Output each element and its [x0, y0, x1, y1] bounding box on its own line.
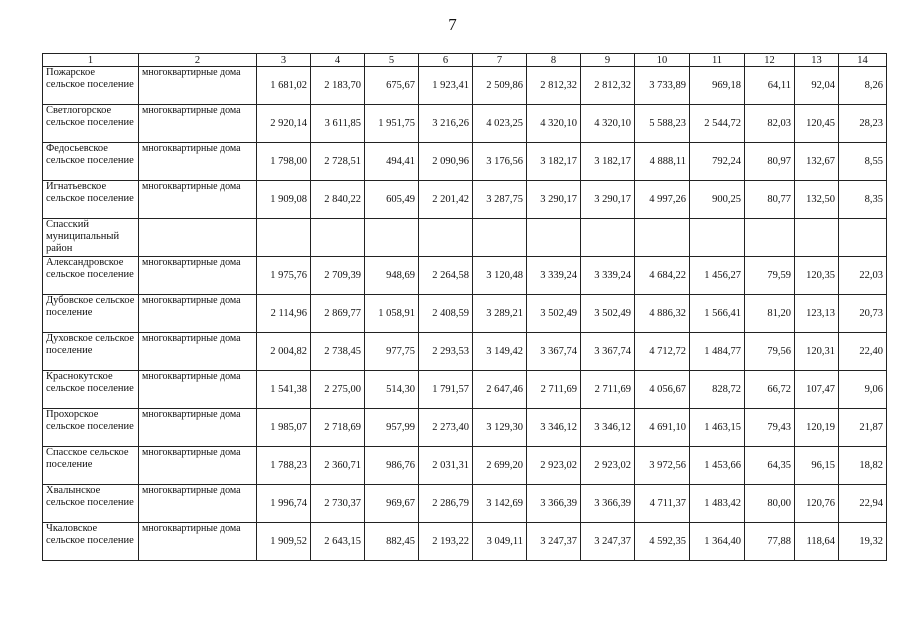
value-cell-col-6: 3 216,26 — [419, 105, 473, 143]
value-cell-col-9: 3 367,74 — [581, 333, 635, 371]
value-cell-col-5: 1 058,91 — [365, 295, 419, 333]
settlement-name: Спасский муниципальный район — [43, 219, 139, 257]
value-cell-col-6: 2 273,40 — [419, 409, 473, 447]
tariff-table — [42, 53, 887, 561]
value-cell-col-13: 123,13 — [795, 295, 839, 333]
value-cell-col-14: 28,23 — [839, 105, 887, 143]
value-cell-col-7: 3 287,75 — [473, 181, 527, 219]
value-cell-col-9: 3 346,12 — [581, 409, 635, 447]
value-cell-col-10: 4 711,37 — [635, 485, 690, 523]
value-cell-col-9: 2 923,02 — [581, 447, 635, 485]
value-cell-col-4: 3 611,85 — [311, 105, 365, 143]
value-cell-col-7: 3 049,11 — [473, 523, 527, 561]
housing-type: многоквартирные дома — [139, 181, 257, 219]
value-cell-col-6 — [419, 219, 473, 257]
column-header-1: 1 — [43, 54, 139, 67]
value-cell-col-9: 2 812,32 — [581, 67, 635, 105]
column-header-13: 13 — [795, 54, 839, 67]
value-cell-col-9: 3 366,39 — [581, 485, 635, 523]
value-cell-col-12: 79,59 — [745, 257, 795, 295]
value-cell-col-9: 3 182,17 — [581, 143, 635, 181]
value-cell-col-5: 675,67 — [365, 67, 419, 105]
value-cell-col-8: 3 366,39 — [527, 485, 581, 523]
value-cell-col-11 — [690, 219, 745, 257]
value-cell-col-6: 1 923,41 — [419, 67, 473, 105]
value-cell-col-5: 977,75 — [365, 333, 419, 371]
value-cell-col-9 — [581, 219, 635, 257]
value-cell-col-13: 120,35 — [795, 257, 839, 295]
value-cell-col-14: 22,94 — [839, 485, 887, 523]
value-cell-col-8: 2 711,69 — [527, 371, 581, 409]
table-row — [43, 371, 887, 409]
value-cell-col-11: 900,25 — [690, 181, 745, 219]
value-cell-col-4: 2 840,22 — [311, 181, 365, 219]
value-cell-col-10: 3 972,56 — [635, 447, 690, 485]
value-cell-col-6: 2 201,42 — [419, 181, 473, 219]
value-cell-col-11: 969,18 — [690, 67, 745, 105]
column-header-4: 4 — [311, 54, 365, 67]
value-cell-col-10: 4 691,10 — [635, 409, 690, 447]
table-row — [43, 409, 887, 447]
table-body — [43, 67, 887, 561]
housing-type: многоквартирные дома — [139, 485, 257, 523]
value-cell-col-7: 3 149,42 — [473, 333, 527, 371]
value-cell-col-4: 2 738,45 — [311, 333, 365, 371]
value-cell-col-14: 19,32 — [839, 523, 887, 561]
value-cell-col-14: 22,40 — [839, 333, 887, 371]
value-cell-col-9: 3 290,17 — [581, 181, 635, 219]
value-cell-col-6: 2 193,22 — [419, 523, 473, 561]
housing-type: многоквартирные дома — [139, 333, 257, 371]
column-header-9: 9 — [581, 54, 635, 67]
settlement-name: Чкаловское сельское поселение — [43, 523, 139, 561]
column-header-7: 7 — [473, 54, 527, 67]
value-cell-col-14: 18,82 — [839, 447, 887, 485]
housing-type: многоквартирные дома — [139, 447, 257, 485]
value-cell-col-7: 3 289,21 — [473, 295, 527, 333]
value-cell-col-8: 3 247,37 — [527, 523, 581, 561]
value-cell-col-10: 4 712,72 — [635, 333, 690, 371]
value-cell-col-5: 957,99 — [365, 409, 419, 447]
value-cell-col-11: 1 456,27 — [690, 257, 745, 295]
column-header-12: 12 — [745, 54, 795, 67]
value-cell-col-13: 120,45 — [795, 105, 839, 143]
value-cell-col-8: 2 923,02 — [527, 447, 581, 485]
value-cell-col-11: 1 453,66 — [690, 447, 745, 485]
value-cell-col-12: 81,20 — [745, 295, 795, 333]
table-row — [43, 447, 887, 485]
column-header-10: 10 — [635, 54, 690, 67]
value-cell-col-14: 9,06 — [839, 371, 887, 409]
value-cell-col-3: 1 975,76 — [257, 257, 311, 295]
settlement-name: Духовское сельское поселение — [43, 333, 139, 371]
value-cell-col-3: 2 114,96 — [257, 295, 311, 333]
value-cell-col-14: 22,03 — [839, 257, 887, 295]
value-cell-col-10: 4 888,11 — [635, 143, 690, 181]
value-cell-col-3: 2 920,14 — [257, 105, 311, 143]
column-header-14: 14 — [839, 54, 887, 67]
value-cell-col-8: 3 367,74 — [527, 333, 581, 371]
value-cell-col-11: 1 483,42 — [690, 485, 745, 523]
value-cell-col-12 — [745, 219, 795, 257]
value-cell-col-3: 2 004,82 — [257, 333, 311, 371]
value-cell-col-5: 986,76 — [365, 447, 419, 485]
value-cell-col-13: 96,15 — [795, 447, 839, 485]
value-cell-col-13: 120,19 — [795, 409, 839, 447]
value-cell-col-6: 2 293,53 — [419, 333, 473, 371]
value-cell-col-12: 79,43 — [745, 409, 795, 447]
value-cell-col-7: 4 023,25 — [473, 105, 527, 143]
value-cell-col-10: 4 886,32 — [635, 295, 690, 333]
table-row — [43, 105, 887, 143]
table-row — [43, 485, 887, 523]
value-cell-col-12: 64,11 — [745, 67, 795, 105]
value-cell-col-13 — [795, 219, 839, 257]
value-cell-col-3: 1 788,23 — [257, 447, 311, 485]
housing-type: многоквартирные дома — [139, 67, 257, 105]
value-cell-col-3: 1 909,08 — [257, 181, 311, 219]
housing-type: многоквартирные дома — [139, 371, 257, 409]
value-cell-col-10: 3 733,89 — [635, 67, 690, 105]
value-cell-col-5: 514,30 — [365, 371, 419, 409]
housing-type: многоквартирные дома — [139, 257, 257, 295]
value-cell-col-3: 1 996,74 — [257, 485, 311, 523]
column-header-2: 2 — [139, 54, 257, 67]
value-cell-col-4: 2 709,39 — [311, 257, 365, 295]
value-cell-col-5: 948,69 — [365, 257, 419, 295]
value-cell-col-9: 2 711,69 — [581, 371, 635, 409]
value-cell-col-4: 2 869,77 — [311, 295, 365, 333]
value-cell-col-6: 1 791,57 — [419, 371, 473, 409]
value-cell-col-12: 79,56 — [745, 333, 795, 371]
page-number: 7 — [448, 15, 457, 34]
value-cell-col-14: 8,35 — [839, 181, 887, 219]
value-cell-col-10: 4 997,26 — [635, 181, 690, 219]
settlement-name: Спасское сельское поселение — [43, 447, 139, 485]
value-cell-col-5: 1 951,75 — [365, 105, 419, 143]
value-cell-col-8: 3 346,12 — [527, 409, 581, 447]
value-cell-col-8: 4 320,10 — [527, 105, 581, 143]
table-row — [43, 523, 887, 561]
value-cell-col-13: 132,67 — [795, 143, 839, 181]
value-cell-col-7: 3 176,56 — [473, 143, 527, 181]
housing-type: многоквартирные дома — [139, 143, 257, 181]
value-cell-col-3: 1 541,38 — [257, 371, 311, 409]
value-cell-col-9: 3 247,37 — [581, 523, 635, 561]
value-cell-col-11: 1 364,40 — [690, 523, 745, 561]
value-cell-col-6: 2 408,59 — [419, 295, 473, 333]
settlement-name: Федосьевское сельское поселение — [43, 143, 139, 181]
settlement-name: Пожарское сельское поселение — [43, 67, 139, 105]
value-cell-col-14: 8,26 — [839, 67, 887, 105]
value-cell-col-4: 2 718,69 — [311, 409, 365, 447]
value-cell-col-11: 828,72 — [690, 371, 745, 409]
header-row — [43, 54, 887, 67]
housing-type: многоквартирные дома — [139, 295, 257, 333]
value-cell-col-13: 92,04 — [795, 67, 839, 105]
value-cell-col-12: 64,35 — [745, 447, 795, 485]
value-cell-col-3: 1 985,07 — [257, 409, 311, 447]
value-cell-col-13: 120,31 — [795, 333, 839, 371]
settlement-name: Краснокутское сельское поселение — [43, 371, 139, 409]
value-cell-col-4: 2 730,37 — [311, 485, 365, 523]
value-cell-col-6: 2 286,79 — [419, 485, 473, 523]
value-cell-col-7: 2 509,86 — [473, 67, 527, 105]
value-cell-col-7: 3 142,69 — [473, 485, 527, 523]
value-cell-col-12: 77,88 — [745, 523, 795, 561]
settlement-name: Дубовское сельское поселение — [43, 295, 139, 333]
value-cell-col-8: 2 812,32 — [527, 67, 581, 105]
value-cell-col-11: 1 566,41 — [690, 295, 745, 333]
housing-type — [139, 219, 257, 257]
value-cell-col-12: 82,03 — [745, 105, 795, 143]
housing-type: многоквартирные дома — [139, 523, 257, 561]
settlement-name: Светлогорское сельское поселение — [43, 105, 139, 143]
value-cell-col-8: 3 339,24 — [527, 257, 581, 295]
table-row — [43, 295, 887, 333]
value-cell-col-9: 3 339,24 — [581, 257, 635, 295]
value-cell-col-13: 107,47 — [795, 371, 839, 409]
value-cell-col-5: 494,41 — [365, 143, 419, 181]
value-cell-col-10: 4 592,35 — [635, 523, 690, 561]
value-cell-col-9: 4 320,10 — [581, 105, 635, 143]
value-cell-col-11: 1 463,15 — [690, 409, 745, 447]
table-row — [43, 67, 887, 105]
value-cell-col-14: 21,87 — [839, 409, 887, 447]
value-cell-col-13: 120,76 — [795, 485, 839, 523]
value-cell-col-4: 2 643,15 — [311, 523, 365, 561]
value-cell-col-3: 1 798,00 — [257, 143, 311, 181]
value-cell-col-4: 2 183,70 — [311, 67, 365, 105]
value-cell-col-12: 80,77 — [745, 181, 795, 219]
value-cell-col-6: 2 031,31 — [419, 447, 473, 485]
value-cell-col-5: 882,45 — [365, 523, 419, 561]
value-cell-col-3: 1 681,02 — [257, 67, 311, 105]
settlement-name: Александровское сельское поселение — [43, 257, 139, 295]
value-cell-col-8: 3 290,17 — [527, 181, 581, 219]
settlement-name: Прохорское сельское поселение — [43, 409, 139, 447]
value-cell-col-7 — [473, 219, 527, 257]
housing-type: многоквартирные дома — [139, 105, 257, 143]
column-header-3: 3 — [257, 54, 311, 67]
table-row — [43, 143, 887, 181]
table-row — [43, 333, 887, 371]
value-cell-col-10: 4 684,22 — [635, 257, 690, 295]
value-cell-col-7: 2 647,46 — [473, 371, 527, 409]
value-cell-col-8 — [527, 219, 581, 257]
value-cell-col-11: 792,24 — [690, 143, 745, 181]
value-cell-col-13: 132,50 — [795, 181, 839, 219]
value-cell-col-5: 969,67 — [365, 485, 419, 523]
value-cell-col-14 — [839, 219, 887, 257]
value-cell-col-14: 20,73 — [839, 295, 887, 333]
table-row — [43, 219, 887, 257]
value-cell-col-8: 3 182,17 — [527, 143, 581, 181]
housing-type: многоквартирные дома — [139, 409, 257, 447]
value-cell-col-3: 1 909,52 — [257, 523, 311, 561]
value-cell-col-8: 3 502,49 — [527, 295, 581, 333]
value-cell-col-6: 2 264,58 — [419, 257, 473, 295]
value-cell-col-9: 3 502,49 — [581, 295, 635, 333]
value-cell-col-12: 80,97 — [745, 143, 795, 181]
value-cell-col-13: 118,64 — [795, 523, 839, 561]
value-cell-col-3 — [257, 219, 311, 257]
value-cell-col-7: 3 129,30 — [473, 409, 527, 447]
settlement-name: Игнатьевское сельское поселение — [43, 181, 139, 219]
settlement-name: Хвалынское сельское поселение — [43, 485, 139, 523]
value-cell-col-12: 66,72 — [745, 371, 795, 409]
value-cell-col-4: 2 360,71 — [311, 447, 365, 485]
value-cell-col-10: 4 056,67 — [635, 371, 690, 409]
value-cell-col-5 — [365, 219, 419, 257]
value-cell-col-6: 2 090,96 — [419, 143, 473, 181]
column-header-5: 5 — [365, 54, 419, 67]
value-cell-col-11: 2 544,72 — [690, 105, 745, 143]
table-row — [43, 257, 887, 295]
value-cell-col-14: 8,55 — [839, 143, 887, 181]
column-header-8: 8 — [527, 54, 581, 67]
value-cell-col-7: 2 699,20 — [473, 447, 527, 485]
value-cell-col-7: 3 120,48 — [473, 257, 527, 295]
column-header-6: 6 — [419, 54, 473, 67]
value-cell-col-5: 605,49 — [365, 181, 419, 219]
value-cell-col-4 — [311, 219, 365, 257]
column-header-11: 11 — [690, 54, 745, 67]
value-cell-col-10: 5 588,23 — [635, 105, 690, 143]
value-cell-col-4: 2 728,51 — [311, 143, 365, 181]
value-cell-col-10 — [635, 219, 690, 257]
table-row — [43, 181, 887, 219]
value-cell-col-11: 1 484,77 — [690, 333, 745, 371]
value-cell-col-4: 2 275,00 — [311, 371, 365, 409]
value-cell-col-12: 80,00 — [745, 485, 795, 523]
